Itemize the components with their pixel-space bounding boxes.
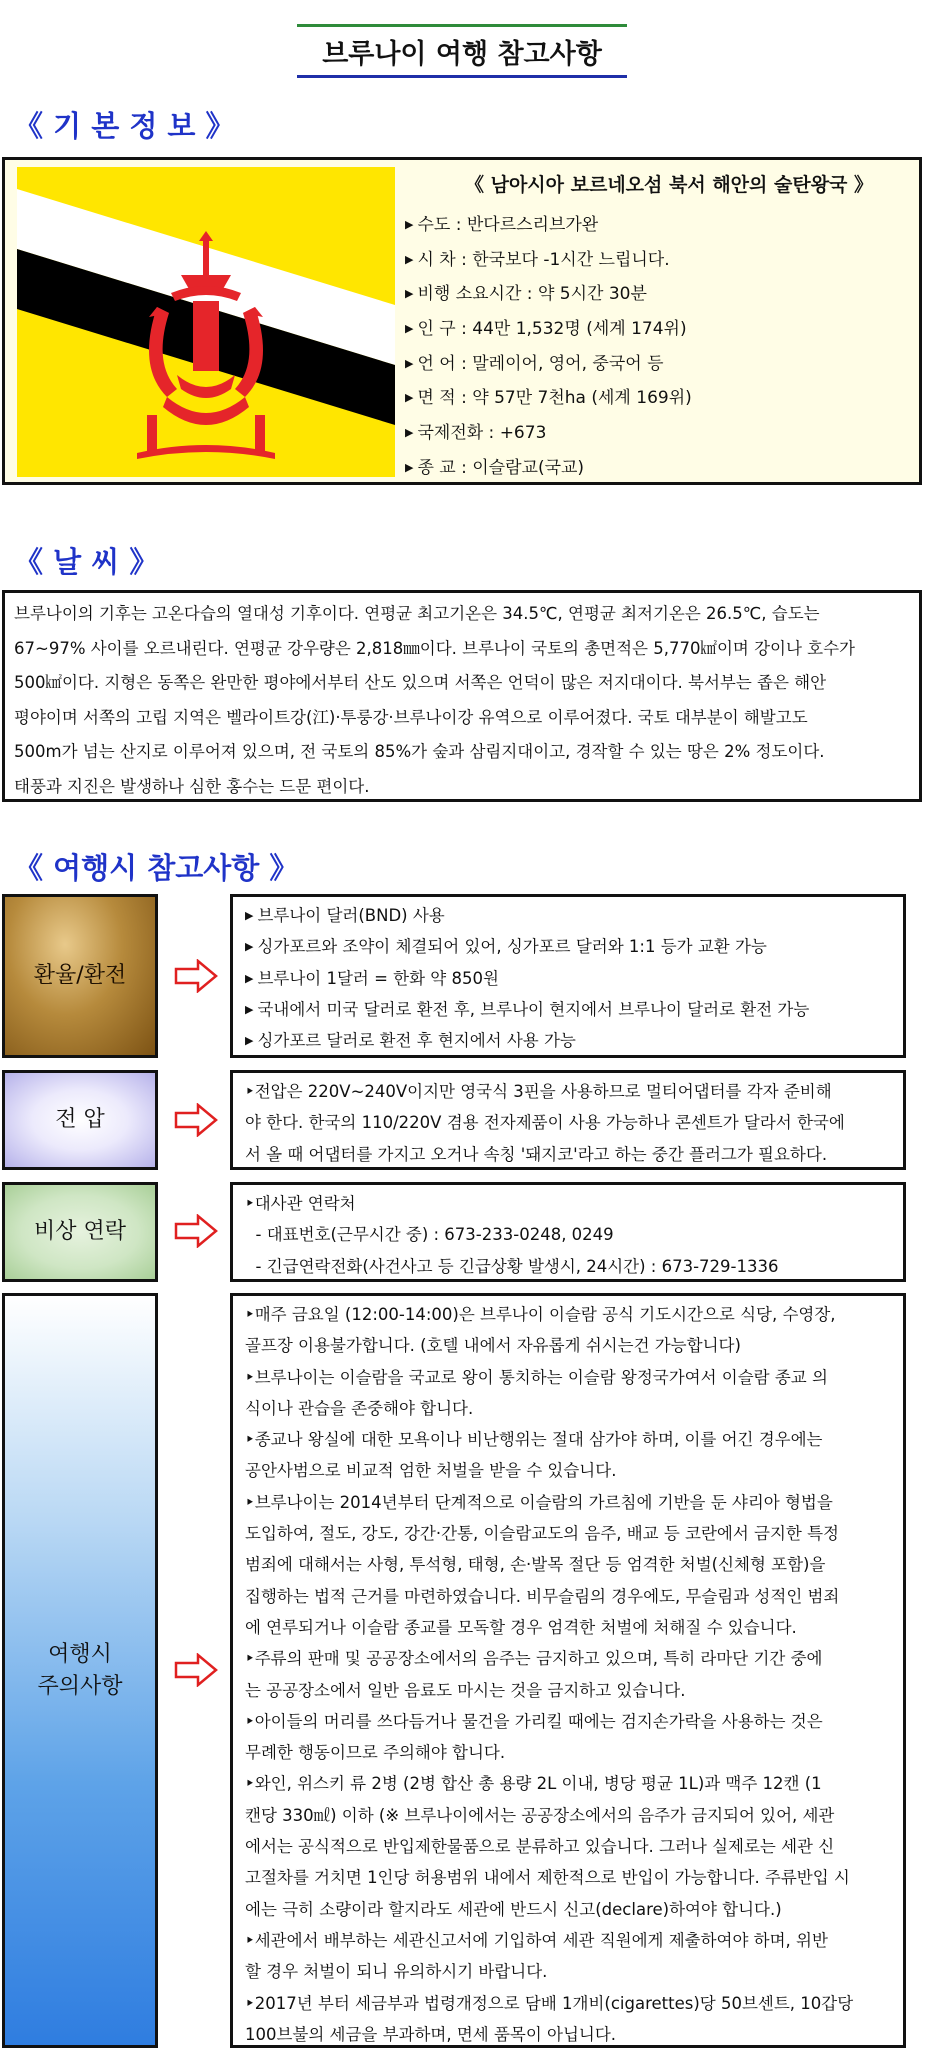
cautions-line: 에 연루되거나 이슬람 종교를 모독할 경우 엄격한 처벌에 처해질 수 있습니다. (245, 1617, 797, 1637)
basic-info-subtitle: 《 남아시아 보르네오섬 북서 해안의 술탄왕국 》 (464, 174, 874, 196)
right-arrow-icon (174, 1214, 218, 1248)
emergency-line: ‣대사관 연락처 (245, 1194, 356, 1213)
bullet-icon: ▶ (405, 460, 414, 474)
bullet-icon: ▶ (405, 391, 414, 405)
cautions-line: 도입하여, 절도, 강도, 강간·간통, 이슬람교도의 음주, 배교 등 코란에서 금지한 특정 (245, 1524, 839, 1544)
cautions-line: ‣브루나이는 2014년부터 단계적으로 이슬람의 가르침에 기반을 둔 샤리아 형법을 (245, 1492, 833, 1512)
cautions-line: 에는 극히 소량이라 할지라도 세관에 반드시 신고(declare)하여야 합니다.) (245, 1899, 782, 1919)
cautions-line: 집행하는 법적 근거를 마련하였습니다. 비무슬림의 경우에도, 무슬림과 성적인 범죄 (245, 1586, 840, 1606)
bullet-icon: ▶ (245, 909, 254, 922)
info-item: ▶ 비행 소요시간 : 약 5시간 30분 (405, 284, 647, 305)
exchange-label: 환율/환전 (2, 894, 158, 1058)
info-item: ▶ 수도 : 반다르스리브가완 (405, 215, 599, 235)
voltage-content (230, 1070, 906, 1170)
cautions-line: 캔당 330㎖) 이하 (※ 브루나이에서는 공공장소에서의 음주가 금지되어 있어, 세관 (245, 1805, 835, 1825)
exchange-item: ▶ 싱가포르와 조약이 체결되어 있어, 싱가포르 달러와 1:1 등가 교환 가능 (245, 937, 767, 957)
emergency-label: 비상 연락 (2, 1182, 158, 1282)
emergency-content (230, 1182, 906, 1282)
exchange-item: ▶ 브루나이 1달러 = 한화 약 850원 (245, 968, 499, 988)
info-item: ▶ 언 어 : 말레이어, 영어, 중국어 등 (405, 353, 664, 374)
bullet-icon: ▶ (405, 356, 414, 370)
bullet-icon: ▶ (405, 426, 414, 440)
cautions-line: 할 경우 처벌이 되니 유의하시기 바랍니다. (245, 1962, 548, 1982)
weather-line: 500㎢이다. 지형은 동쪽은 완만한 평야에서부터 산도 있으며 서쪽은 언덕이 많은 저지대이다. 북서부는 좁은 해안 (14, 673, 827, 693)
basic-info-heading: 《 기 본 정 보 》 (14, 109, 235, 143)
weather-heading: 《 날 씨 》 (14, 545, 159, 579)
cautions-line: ‣아이들의 머리를 쓰다듬거나 물건을 가리킬 때에는 검지손가락을 사용하는 것은 (245, 1711, 823, 1731)
basic-info-box (2, 157, 922, 485)
basic-info-list (405, 208, 692, 486)
exchange-item: ▶ 싱가포르 달러로 환전 후 현지에서 사용 가능 (245, 1031, 576, 1051)
weather-box (2, 590, 922, 802)
voltage-line: ‣전압은 220V~240V이지만 영국식 3핀을 사용하므로 멀티어댑터를 각자 준비해 (245, 1082, 832, 1101)
cautions-line: 100브불의 세금을 부과하며, 면세 품목이 아닙니다. (245, 2024, 617, 2044)
cautions-label-line: 주의사항 (37, 1673, 123, 1699)
bullet-icon: ▶ (405, 322, 414, 336)
cautions-line: 는 공공장소에서 일반 음료도 마시는 것을 금지하고 있습니다. (245, 1680, 686, 1700)
right-arrow-icon (174, 1103, 218, 1137)
brunei-flag (17, 167, 395, 477)
bullet-icon: ▶ (405, 287, 414, 301)
info-item: ▶ 면 적 : 약 57만 7천ha (세계 169위) (405, 388, 692, 409)
travel-heading: 《 여행시 참고사항 》 (14, 851, 299, 885)
right-arrow-icon (174, 1653, 218, 1687)
voltage-label: 전 압 (2, 1070, 158, 1170)
weather-line: 태풍과 지진은 발생하나 심한 홍수는 드문 편이다. (14, 776, 370, 796)
info-item: ▶ 시 차 : 한국보다 -1시간 느립니다. (405, 249, 670, 270)
voltage-line: 서 올 때 어댑터를 가지고 오거나 속칭 '돼지코'라고 하는 중간 플러그가 필요하다. (245, 1144, 828, 1164)
emergency-line: - 대표번호(근무시간 중) : 673-233-0248, 0249 (245, 1225, 614, 1245)
cautions-line: ‣종교나 왕실에 대한 모욕이나 비난행위는 절대 삼가야 하며, 이를 어긴 경우에는 (245, 1430, 823, 1450)
cautions-line: 골프장 이용불가합니다. (호텔 내에서 자유롭게 쉬시는건 가능합니다) (245, 1336, 741, 1356)
cautions-label (2, 1293, 158, 2048)
exchange-content (230, 894, 906, 1058)
weather-line: 브루나이의 기후는 고온다습의 열대성 기후이다. 연평균 최고기온은 34.5℃, 연평균 최저기온은 26.5℃, 습도는 (14, 604, 820, 623)
bullet-icon: ▶ (245, 1034, 254, 1048)
cautions-line: 에서는 공식적으로 반입제한물품으로 분류하고 있습니다. 그러나 실제로는 세관 신 (245, 1837, 835, 1857)
page-title: 브루나이 여행 참고사항 (297, 24, 627, 78)
cautions-content (230, 1293, 906, 2048)
bullet-icon: ▶ (405, 252, 414, 266)
cautions-line: ‣매주 금요일 (12:00-14:00)은 브루나이 이슬람 공식 기도시간으로 식당, 수영장, (245, 1305, 836, 1324)
right-arrow-icon (174, 959, 218, 993)
cautions-line: ‣브루나이는 이슬람을 국교로 왕이 통치하는 이슬람 왕정국가여서 이슬람 종교 의 (245, 1367, 828, 1387)
weather-line: 500m가 넘는 산지로 이루어져 있으며, 전 국토의 85%가 숲과 삼림지대이고, 경작할 수 있는 땅은 2% 정도이다. (14, 742, 825, 762)
emergency-line: - 긴급연락전화(사건사고 등 긴급상황 발생시, 24시간) : 673-729-1336 (245, 1256, 779, 1276)
info-item: ▶ 종 교 : 이슬람교(국교) (405, 457, 585, 478)
cautions-line: ‣와인, 위스키 류 2병 (2병 합산 총 용량 2L 이내, 병당 평균 1L)과 맥주 12캔 (1 (245, 1774, 822, 1794)
bullet-icon: ▶ (245, 1002, 254, 1016)
bullet-icon: ▶ (405, 218, 414, 231)
cautions-line: ‣2017년 부터 세금부과 법령개정으로 담배 1개비(cigarettes)당 50브센트, 10갑당 (245, 1993, 854, 2013)
weather-line: 67~97% 사이를 오르내린다. 연평균 강우량은 2,818㎜이다. 브루나이 국토의 총면적은 5,770㎢이며 강이나 호수가 (14, 638, 855, 658)
cautions-line: ‣주류의 판매 및 공공장소에서의 음주는 금지하고 있으며, 특히 라마단 기간 중에 (245, 1649, 823, 1669)
cautions-line: 범죄에 대해서는 사형, 투석형, 태형, 손·발목 절단 등 엄격한 처벌(신체형 포함)을 (245, 1555, 826, 1575)
weather-line: 평야이며 서쪽의 고립 지역은 벨라이트강(江)·투룽강·브루나이강 유역으로 이루어졌다. 국토 대부분이 해발고도 (14, 707, 808, 727)
bullet-icon: ▶ (245, 971, 254, 985)
cautions-line: 고절차를 거치면 1인당 허용범위 내에서 제한적으로 반입이 가능합니다. 주류반입 시 (245, 1868, 850, 1888)
cautions-label-line: 여행시 (48, 1641, 112, 1667)
cautions-line: 무례한 행동이므로 주의해야 합니다. (245, 1743, 506, 1763)
cautions-line: 공안사범으로 비교적 엄한 처벌을 받을 수 있습니다. (245, 1461, 617, 1481)
bullet-icon: ▶ (245, 940, 254, 954)
info-item: ▶ 인 구 : 44만 1,532명 (세계 174위) (405, 319, 687, 340)
cautions-line: ‣세관에서 배부하는 세관신고서에 기입하여 세관 직원에게 제출하여야 하며, 위반 (245, 1930, 828, 1950)
exchange-item: ▶ 브루나이 달러(BND) 사용 (245, 906, 445, 925)
cautions-line: 식이나 관습을 존중해야 합니다. (245, 1398, 474, 1418)
voltage-line: 야 한다. 한국의 110/220V 겸용 전자제품이 사용 가능하나 콘센트가 달라서 한국에 (245, 1113, 845, 1133)
exchange-item: ▶ 국내에서 미국 달러로 환전 후, 브루나이 현지에서 브루나이 달러로 환전 가능 (245, 999, 810, 1019)
info-item: ▶ 국제전화 : +673 (405, 423, 547, 444)
